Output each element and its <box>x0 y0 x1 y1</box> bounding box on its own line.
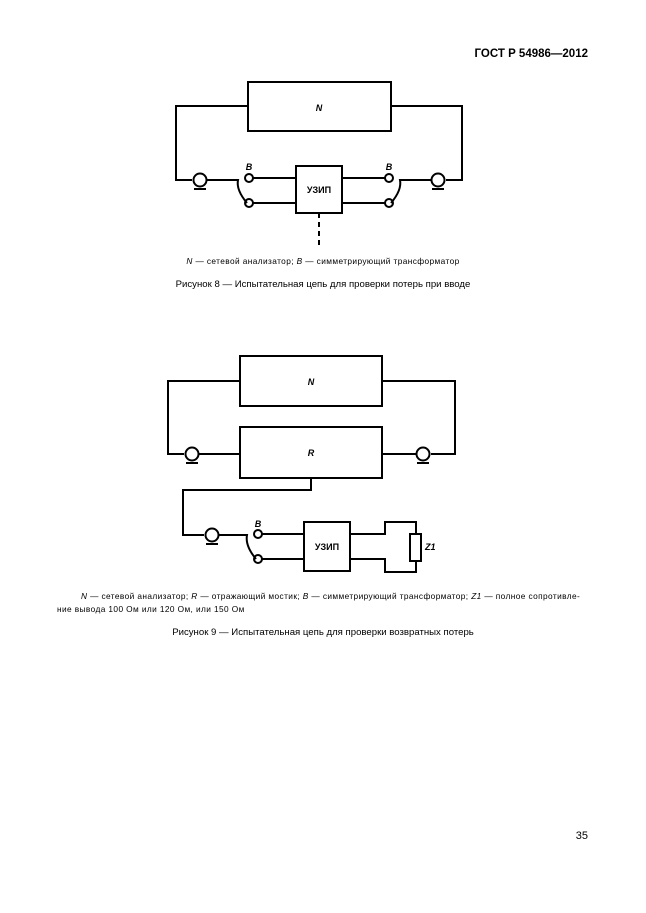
fig9-caption: Рисунок 9 — Испытательная цепь для проверки возвратных потерь <box>172 627 474 638</box>
fig8-balun-left-terminal-top <box>245 174 253 182</box>
fig8-wire-left-device <box>253 178 296 203</box>
fig8-box-n-label: N <box>315 103 323 113</box>
fig9-legend-n-symbol: N <box>81 591 88 601</box>
fig9-connector-left <box>186 448 199 461</box>
fig9-connector-right <box>417 448 430 461</box>
fig8-wire-right-loop <box>391 106 462 180</box>
fig8-wire-left-balun <box>207 180 247 203</box>
fig9-wire-balun <box>219 535 256 559</box>
fig8-wire-right-balun <box>391 180 431 203</box>
fig8-connector-left <box>194 174 207 187</box>
fig9-wire-left-loop <box>168 381 240 454</box>
fig9-legend <box>57 590 591 616</box>
fig9-wire-load-top <box>350 522 416 534</box>
fig9-legend-r-symbol: R <box>191 591 198 601</box>
fig9-balun-terminal-top <box>254 530 262 538</box>
fig9-legend-b-text: — симметрирующий трансформатор; <box>308 591 472 601</box>
fig8-legend-n-text: — сетевой анализатор; <box>192 256 297 266</box>
fig8-legend-b-text: — симметрирующий трансформатор <box>302 256 460 266</box>
fig8-wire-left-loop <box>176 106 248 180</box>
fig9-legend-line1 <box>57 590 591 603</box>
fig9-connector-test <box>206 529 219 542</box>
fig8-caption: Рисунок 8 — Испытательная цепь для проверки потерь при вводе <box>175 279 471 290</box>
fig9-wire-load-bottom <box>350 559 416 572</box>
page-number: 35 <box>575 830 588 842</box>
fig9-device-label: УЗИП <box>314 542 340 552</box>
fig8-legend-n-symbol: N <box>186 256 193 266</box>
fig9-load-label: Z1 <box>425 542 436 552</box>
fig9-legend-z-symbol: Z1 <box>471 591 482 601</box>
fig9-load-resistor <box>410 534 421 561</box>
fig8-balun-right-label: B <box>385 162 393 172</box>
fig9-wire-right-loop <box>382 381 455 454</box>
fig8-connector-right <box>432 174 445 187</box>
fig9-box-n-label: N <box>307 377 315 387</box>
fig9-legend-b-symbol: B <box>302 591 309 601</box>
fig9-legend-z-text: — полное сопротивле- <box>481 591 581 601</box>
fig9-wire-test-port <box>183 478 311 535</box>
fig8-balun-right-terminal-top <box>385 174 393 182</box>
fig9-legend-line2: ние вывода 100 Ом или 120 Ом, или 150 Ом <box>57 604 245 614</box>
fig9-balun-label: B <box>254 519 262 529</box>
fig9-wire-device <box>262 534 304 559</box>
fig8-balun-left-label: B <box>245 162 253 172</box>
fig8-device-label: УЗИП <box>306 185 332 195</box>
fig9-connector-feet <box>186 463 429 544</box>
fig9-box-r-label: R <box>307 448 315 458</box>
fig9-legend-r-text: — отражающий мостик; <box>197 591 303 601</box>
fig8-legend <box>0 255 646 268</box>
fig8-legend-b-symbol: B <box>296 256 303 266</box>
fig9-legend-n-text: — сетевой анализатор; <box>87 591 192 601</box>
document-header: ГОСТ Р 54986—2012 <box>474 48 588 60</box>
fig8-wire-right-device <box>342 178 385 203</box>
